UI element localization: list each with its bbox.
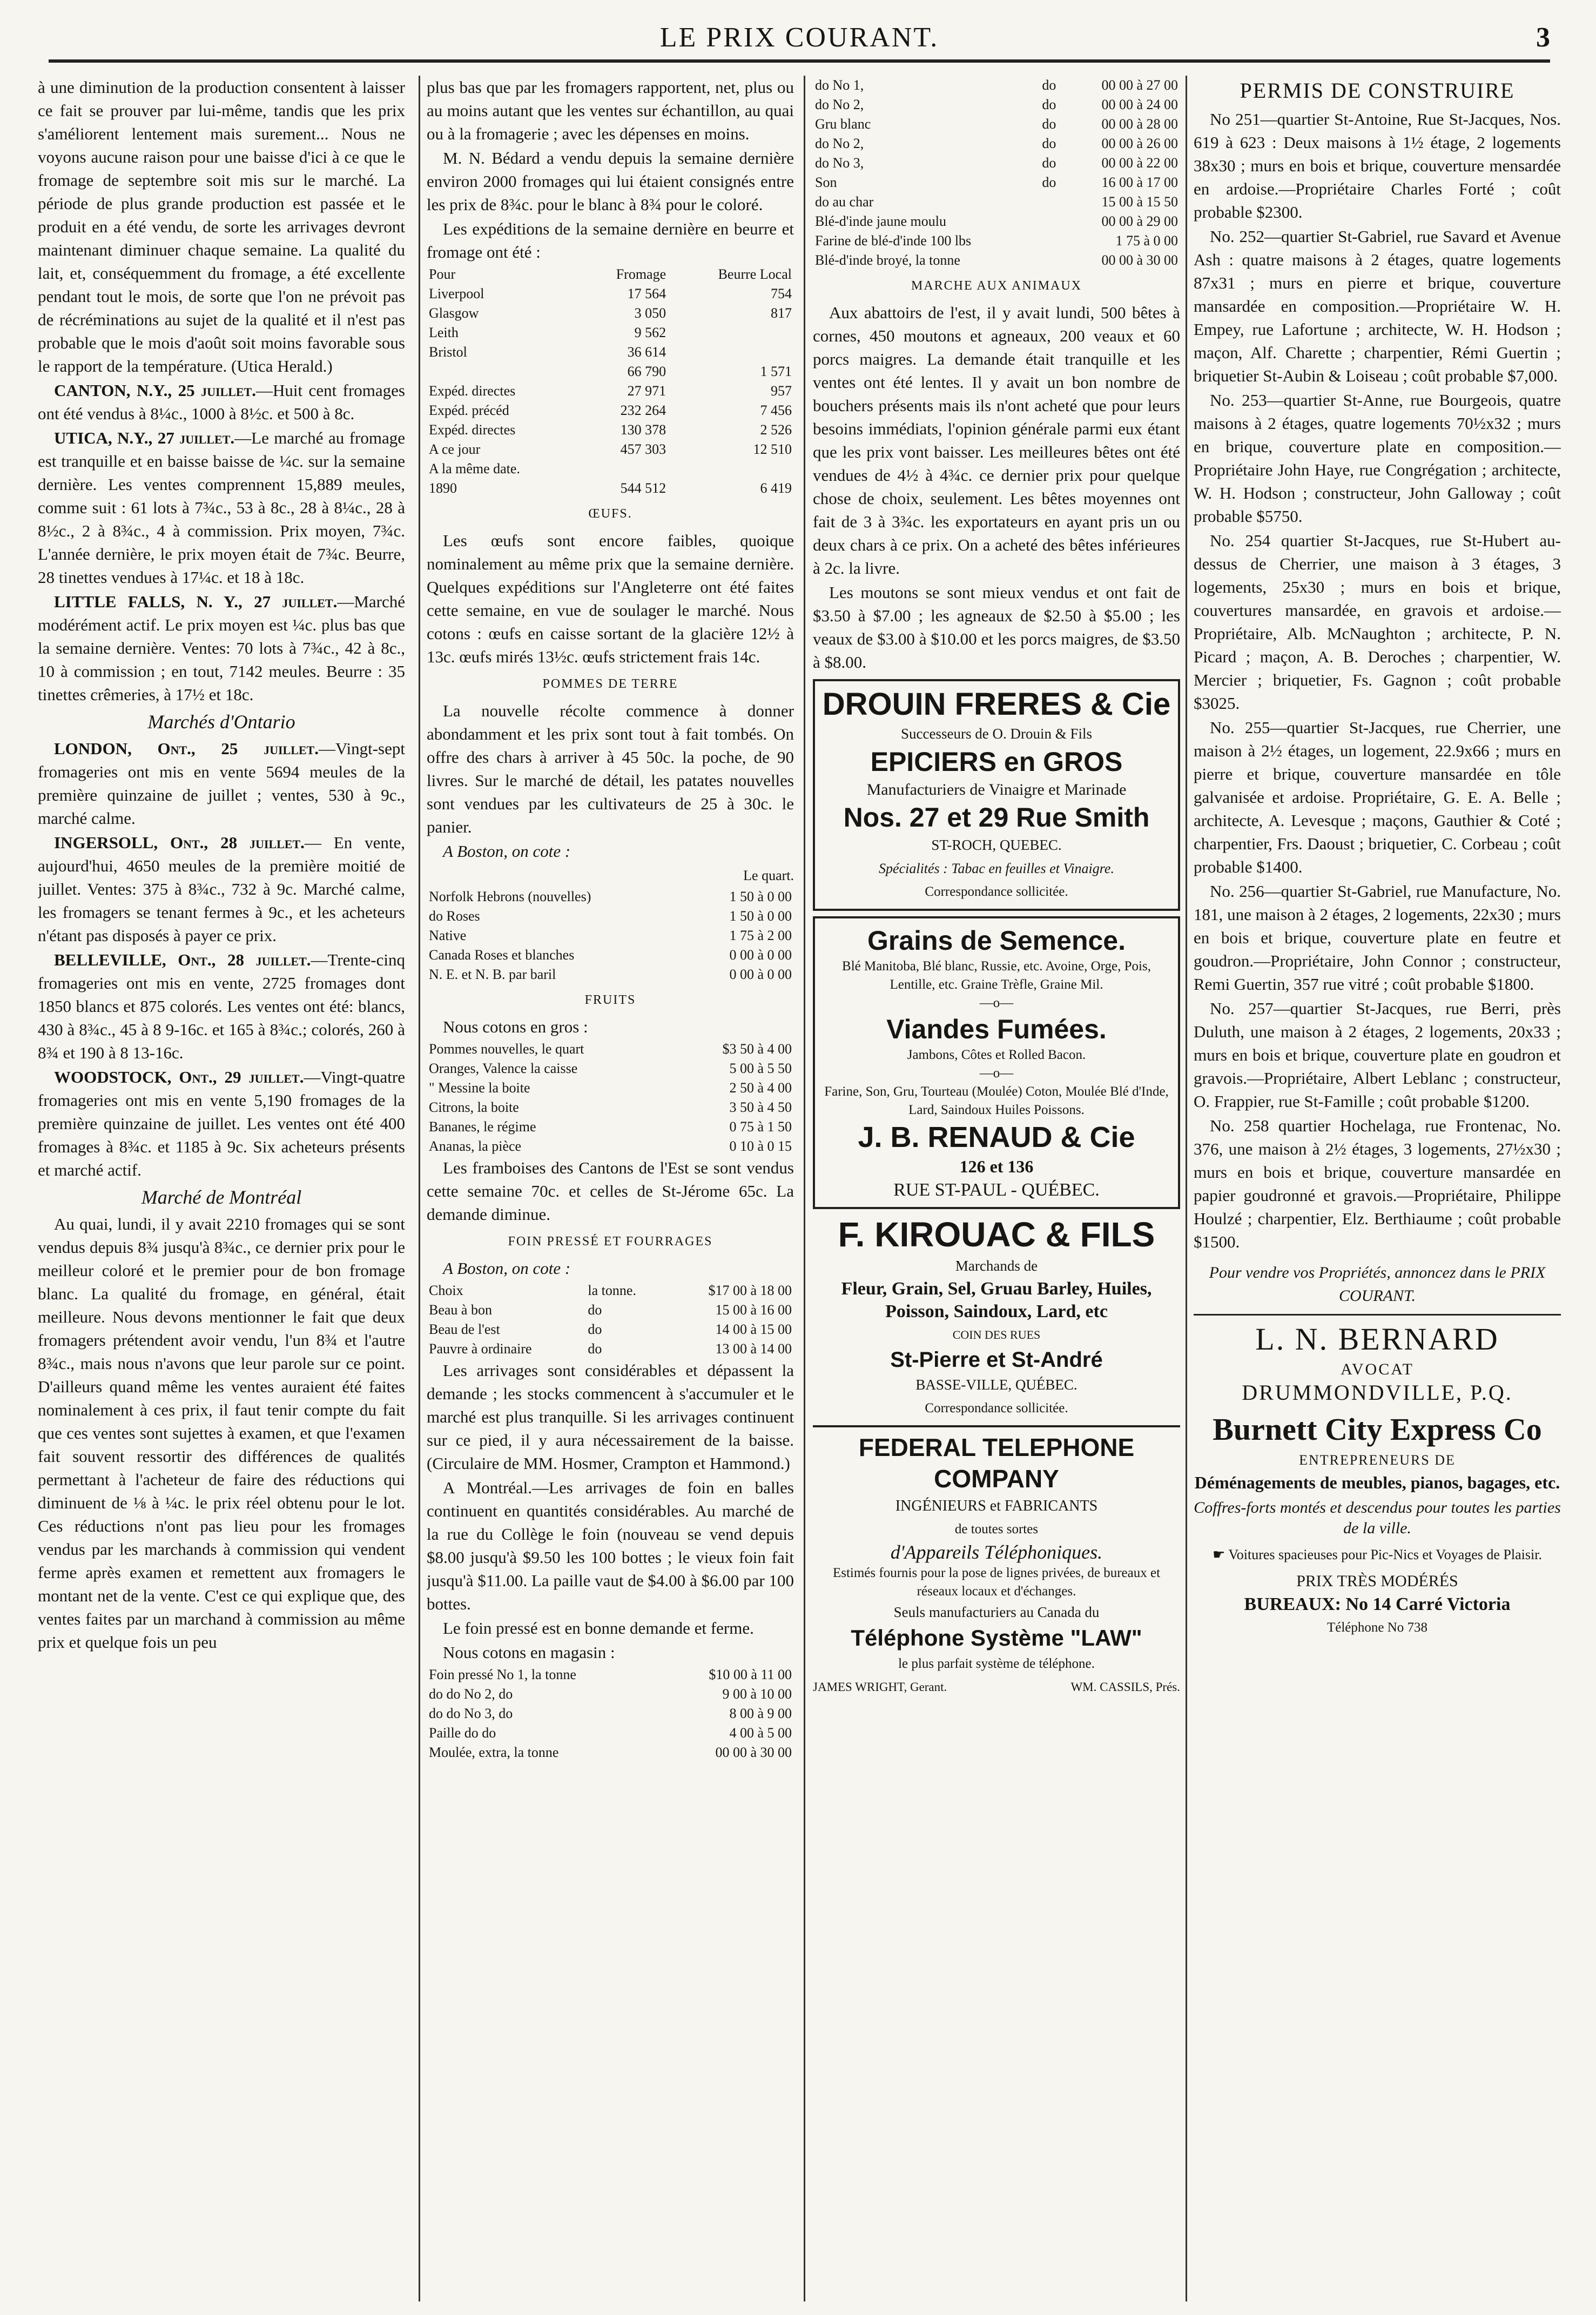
section-heading: POMMES DE TERRE xyxy=(542,677,678,691)
report-text: — En vente, aujourd'hui, 4650 meules de la première moitié de juillet. Ventes: 375 à 8¾c., 732 à 9c. Marché calme, les fromagers se tenant fermes à 9c., et les acheteurs n'étant pas disposés à payer ce prix. xyxy=(38,833,405,945)
table-row xyxy=(813,231,1180,251)
section-heading: Marchés d'Ontario xyxy=(147,711,295,733)
table-row xyxy=(427,323,794,343)
ad-text: Voitures spacieuses pour Pic-Nics et Voyages de Plaisir. xyxy=(1228,1547,1542,1562)
ad-city: ST-ROCH, QUEBEC. xyxy=(931,837,1062,853)
table-row xyxy=(427,381,794,401)
ad-name: Burnett City Express Co xyxy=(1213,1412,1542,1447)
table-row xyxy=(427,362,794,381)
permit-entry: No. 254 quartier St-Jacques, rue St-Hubert au-dessus de Cherrier, une maison à 3 étages, 3 logements, 25x30 ; murs en bois et brique, couvertures mansardée, en gravois et ardoise.—Propriétaire, Alb. McNaughton ; architecte, P. N. Picard ; maçon, A. B. Deroches ; charpentier, W. Mercier ; briquetier, Fs. Gagnon ; coût probable $3025. xyxy=(1194,531,1561,713)
table-cell: Glasgow xyxy=(429,305,479,321)
report-heading: LITTLE FALLS, N. Y., 27 juillet. xyxy=(54,592,338,611)
report-heading: WOODSTOCK, Ont., 29 juillet. xyxy=(54,1068,304,1086)
ad-name: J. B. RENAUD & Cie xyxy=(858,1121,1135,1153)
report-heading: INGERSOLL, Ont., 28 juillet. xyxy=(54,833,305,852)
report-heading: LONDON, Ont., 25 juillet. xyxy=(54,739,319,758)
ad-signature: JAMES WRIGHT, Gerant. xyxy=(813,1680,947,1694)
table-cell: Moulée, extra, la tonne xyxy=(429,1744,559,1760)
advertisement-federal-telephone xyxy=(813,1425,1180,1699)
column-3 xyxy=(813,76,1180,2301)
table-cell: Ananas, la pièce xyxy=(429,1138,522,1154)
ad-line: BUREAUX: No 14 Carré Victoria xyxy=(1244,1594,1511,1614)
table-cell: Liverpool xyxy=(429,286,484,301)
table-cell: 12 510 xyxy=(753,441,792,457)
table-cell: 5 00 à 5 50 xyxy=(729,1061,792,1076)
table-cell: Farine de blé-d'inde 100 lbs xyxy=(815,233,972,249)
quote-intro: Nous cotons en magasin : xyxy=(443,1643,615,1662)
table-cell: Beau à bon xyxy=(429,1302,492,1318)
ad-line: Téléphone No 738 xyxy=(1326,1620,1428,1635)
table-row xyxy=(427,304,794,323)
table-cell: 3 050 xyxy=(634,305,666,321)
quote-intro: Nous cotons en gros : xyxy=(443,1017,588,1036)
table-row xyxy=(427,926,794,945)
quote-intro: A Boston, on cote : xyxy=(443,1259,571,1278)
table-cell: 0 00 à 0 00 xyxy=(729,947,792,963)
table-row xyxy=(427,459,794,479)
table-cell: Norfolk Hebrons (nouvelles) xyxy=(429,889,591,904)
table-row xyxy=(427,1281,794,1300)
hay-price-table xyxy=(427,1281,794,1359)
ad-line: Manufacturiers de Vinaigre et Marinade xyxy=(866,781,1127,798)
table-cell: 1 75 à 2 00 xyxy=(729,928,792,943)
ad-line: Estimés fournis pour la pose de lignes privées, de bureaux et réseaux locaux et d'échanges. xyxy=(832,1566,1161,1599)
ad-line: Spécialités : Tabac en feuilles et Vinaigre. xyxy=(879,861,1114,876)
permit-entry: No. 258 quartier Hochelaga, rue Frontenac, No. 376, une maison à 2½ étages, 3 logements, 27½x30 ; murs en bois et brique, couverture mansardée en papier goudronné et gravois.—Propriétaire, Philippe Houlzé ; charpentier, Elz. Berthiaume ; coût probable $1500. xyxy=(1194,1116,1561,1251)
table-cell: 1 571 xyxy=(760,364,792,379)
table-row xyxy=(427,1039,794,1059)
column-header: Fromage xyxy=(616,266,666,282)
ad-line: Correspondance sollicitée. xyxy=(925,884,1068,899)
ad-line: Coffres-forts montés et descendus pour toutes les parties de la ville. xyxy=(1194,1499,1561,1537)
table-cell: 754 xyxy=(771,286,792,301)
paragraph: A Montréal.—Les arrivages de foin en balles continuent en quantités considérables. Au marché de la rue du Collège le foin (nouveau se vend depuis $8.00 jusqu'à $9.50 les 100 bottes ; le vieux foin fait jusqu'à $11.00. La paille vaut de $4.00 à $6.00 par 100 bottes. xyxy=(427,1478,794,1613)
table-cell: 14 00 à 15 00 xyxy=(715,1321,792,1337)
table-cell: Beau de l'est xyxy=(429,1321,500,1337)
newspaper-title: LE PRIX COURANT. xyxy=(659,22,939,53)
table-row xyxy=(427,1320,794,1339)
table-row xyxy=(427,945,794,965)
table-cell: 00 00 à 26 00 xyxy=(1101,136,1178,151)
table-cell: Canada Roses et blanches xyxy=(429,947,575,963)
table-row xyxy=(427,1059,794,1078)
paragraph: Les arrivages sont considérables et dépassent la demande ; les stocks commencent à s'accumuler et le marché est plus tranquille. Si les arrivages continuent sur ce pied, il y aura nécessairement de la baisse. (Circulaire de MM. Hosmer, Crampton et Hammond.) xyxy=(427,1361,794,1473)
ad-name: F. KIROUAC & FILS xyxy=(838,1215,1155,1254)
ad-line: BASSE-VILLE, QUÉBEC. xyxy=(915,1377,1078,1393)
ad-title: Viandes Fumées. xyxy=(886,1014,1107,1044)
paragraph: Aux abattoirs de l'est, il y avait lundi, 500 bêtes à cornes, 450 moutons et agneaux, 200 veaux et 60 porcs maigres. La demande était tranquille et les ventes ont été lentes. Il y avait un bon nombre de bouchers présents mais ils n'ont acheté que pour leurs besoins immédiats, l'opinion générale parmi eux étant que les prix vont baisser. Les meilleures bêtes ont été vendues de 4½ à 4¾c. ce dernier prix pour quelque chose de choix, seulement. Les bêtes moyennes ont fait de 3 à 3¾c. les exportateurs en ayant pris un ou deux chars à ce prix. On a acheté des bêtes inférieures à 2c. la livre. xyxy=(813,303,1180,578)
ad-line: Déménagements de meubles, pianos, bagages, etc. xyxy=(1194,1473,1560,1492)
table-row xyxy=(427,887,794,907)
table-cell: Expéd. directes xyxy=(429,383,516,399)
market-report xyxy=(38,831,405,947)
table-cell: Bristol xyxy=(429,344,467,360)
table-row xyxy=(427,284,794,304)
table-cell: do xyxy=(1042,116,1056,132)
table-row xyxy=(427,440,794,459)
table-cell: Expéd. directes xyxy=(429,422,516,438)
table-cell: do No 1, xyxy=(815,77,864,93)
ad-line: Correspondance sollicitée. xyxy=(925,1401,1068,1415)
grain-price-table xyxy=(813,76,1180,270)
table-row xyxy=(813,76,1180,95)
quote-intro: A Boston, on cote : xyxy=(443,842,571,861)
table-row xyxy=(813,115,1180,134)
table-cell: do xyxy=(1042,175,1056,190)
table-cell: Citrons, la boite xyxy=(429,1099,519,1115)
ad-signature: WM. CASSILS, Prés. xyxy=(1070,1680,1180,1694)
table-cell: Oranges, Valence la caisse xyxy=(429,1061,578,1076)
table-cell: 1 50 à 0 00 xyxy=(729,908,792,924)
table-row xyxy=(427,907,794,926)
table-cell: do xyxy=(1042,97,1056,112)
ad-line xyxy=(1194,1543,1561,1566)
permit-entry: No. 256—quartier St-Gabriel, rue Manufacture, No. 181, une maison à 2 étages, 2 logements, 22x30 ; murs en bois et brique, couverture plate en feutre et goudron.—Propriétaire, John Connor ; constructeur, Remi Guertin, 357 rue vitré ; coût probable $1800. xyxy=(1194,882,1561,994)
column-2 xyxy=(427,76,794,2301)
table-cell: Pauvre à ordinaire xyxy=(429,1341,532,1357)
column-1 xyxy=(38,76,405,2301)
table-row xyxy=(427,1137,794,1156)
table-cell: la tonne. xyxy=(588,1283,636,1298)
table-cell: do xyxy=(588,1302,602,1318)
table-cell: 27 971 xyxy=(627,383,666,399)
section-heading: FOIN PRESSÉ ET FOURRAGES xyxy=(508,1234,713,1249)
section-title: PERMIS DE CONSTRUIRE xyxy=(1240,78,1515,103)
ad-line: Fleur, Grain, Sel, Gruau Barley, Huiles, Poisson, Saindoux, Lard, etc xyxy=(841,1279,1152,1321)
table-row xyxy=(427,965,794,984)
advertisement-bernard xyxy=(1194,1314,1561,1404)
table-row xyxy=(427,479,794,498)
paragraph: Les œufs sont encore faibles, quoique nominalement au même prix que la semaine dernière. Quelques expéditions sur l'Angleterre ont été faites cette semaine, en vue de soulager le marché. Nous cotons : œufs en caisse sortant de la glacière 12½ à 13c. œufs mirés 13½c. œufs strictement frais 14c. xyxy=(427,531,794,666)
ad-line: PRIX TRÈS MODÉRÉS xyxy=(1296,1572,1458,1590)
table-cell xyxy=(427,362,581,381)
ad-line: DRUMMONDVILLE, P.Q. xyxy=(1242,1380,1513,1405)
table-cell: do xyxy=(588,1321,602,1337)
table-cell: do au char xyxy=(815,194,874,210)
table-cell: do xyxy=(1042,155,1056,171)
advertisement-burnett xyxy=(1194,1411,1561,1639)
table-cell xyxy=(1040,192,1066,212)
table-cell: 7 456 xyxy=(760,402,792,418)
ad-line: Seuls manufacturiers au Canada du xyxy=(893,1604,1100,1620)
table-cell: 00 00 à 22 00 xyxy=(1101,155,1178,171)
report-text: —Marché modérément actif. Le prix moyen est ¼c. plus bas que la semaine dernière. Ventes: 70 lots à 7¾c., 42 à 8c., 10 à commission ; en tout, 7142 meules. Beurre : 35 tinettes crêmeries, à 17½ et 18c. xyxy=(38,592,405,704)
table-row xyxy=(427,1078,794,1098)
ad-name: DROUIN FRERES & Cie xyxy=(822,687,1171,722)
table-cell: do No 3, xyxy=(815,155,864,171)
table-cell: 544 512 xyxy=(620,480,666,496)
column-header: Beurre Local xyxy=(718,266,792,282)
table-header xyxy=(427,265,794,284)
table-cell: 15 00 à 16 00 xyxy=(715,1302,792,1318)
ad-line: COIN DES RUES xyxy=(952,1328,1041,1341)
table-row xyxy=(427,1117,794,1137)
table-cell: do xyxy=(1042,77,1056,93)
table-row xyxy=(427,343,794,362)
table-cell: 232 264 xyxy=(620,402,666,418)
column-rule xyxy=(419,76,420,2301)
table-cell: Foin pressé No 1, la tonne xyxy=(429,1667,576,1682)
advertisement-renaud xyxy=(813,916,1180,1209)
ad-name: FEDERAL TELEPHONE COMPANY xyxy=(858,1433,1135,1493)
table-cell: Pommes nouvelles, le quart xyxy=(429,1041,584,1057)
table-row xyxy=(427,1339,794,1359)
table-cell: 9 562 xyxy=(634,325,666,340)
ad-line: Téléphone Système "LAW" xyxy=(851,1625,1142,1650)
table-row xyxy=(813,192,1180,212)
page-header xyxy=(49,22,1550,63)
table-row xyxy=(427,1685,794,1704)
table-cell xyxy=(668,459,794,479)
table-row xyxy=(813,212,1180,231)
paragraph: plus bas que par les fromagers rapportent, net, plus ou au moins autant que les ventes sur échantillon, au quai ou à la fromagerie ; avec les dépenses en moins. xyxy=(427,78,794,143)
store-price-table xyxy=(427,1665,794,1762)
ad-line: Successeurs de O. Drouin & Fils xyxy=(901,726,1092,742)
table-row xyxy=(427,1704,794,1723)
section-heading: MARCHE AUX ANIMAUX xyxy=(911,279,1082,293)
table-cell: 00 00 à 27 00 xyxy=(1101,77,1178,93)
table-row xyxy=(813,153,1180,173)
table-cell xyxy=(668,343,794,362)
permit-entry: No. 257—quartier St-Jacques, rue Berri, près Duluth, une maison à 2 étages, 2 logements, 20x33 ; murs en bois et brique, couverture plate en goudron et gravois.—Propriétaire, Albert Leblanc ; constructeur, O. Frappier, rue St-Famille ; coût probable $1200. xyxy=(1194,999,1561,1111)
ad-title: Grains de Semence. xyxy=(867,925,1126,956)
paragraph: Les moutons se sont mieux vendus et ont fait de $3.50 à $7.00 ; les agneaux de $2.50 à $5.00 ; les veaux de $3.00 à $10.00 et les porcs maigres, de $3.50 à $8.00. xyxy=(813,583,1180,672)
market-report xyxy=(38,1065,405,1182)
table-cell: Paille do do xyxy=(429,1725,496,1741)
ad-number: 126 et 136 xyxy=(959,1157,1034,1176)
table-cell: 0 10 à 0 15 xyxy=(729,1138,792,1154)
report-text: —Vingt-sept fromageries ont mis en vente 5694 meules de la première quinzaine de juillet ; ventes, 530 à 9c., marché calme. xyxy=(38,739,405,828)
report-text: —Vingt-quatre fromageries ont mis en vente 5,190 fromages de la première quinzaine de juillet. Les ventes ont été 400 fromages à 8¾c. et 1185 à 9c. Six acheteurs présents et marché actif. xyxy=(38,1068,405,1179)
table-cell: do No 2, xyxy=(815,97,864,112)
ad-line: Marchands de xyxy=(955,1258,1038,1274)
ad-name: L. N. BERNARD xyxy=(1255,1321,1499,1357)
ad-address: RUE ST-PAUL - QUÉBEC. xyxy=(893,1180,1100,1200)
table-row xyxy=(813,173,1180,192)
table-cell: 3 50 à 4 50 xyxy=(729,1099,792,1115)
permit-entry: No. 253—quartier St-Anne, rue Bourgeois, quatre maisons à 2 étages, quatre logements 70½x32 ; murs en brique, couverture plate en composition.—Propriétaire John Haye, rue Congrégation ; architecte, W. H. Hodson ; constructeur, John Galloway ; coût probable $5750. xyxy=(1194,391,1561,526)
paragraph: La nouvelle récolte commence à donner abondamment et les prix sont tout à fait tombés. On offre des chars à arriver à 45 50c. la poche, de 90 livres. Sur le marché de détail, les patates nouvelles sont vendues par les cultivateurs de 25 à 30c. le panier. xyxy=(427,701,794,836)
ad-line: AVOCAT xyxy=(1341,1360,1414,1378)
table-cell: 0 00 à 0 00 xyxy=(729,967,792,982)
paragraph: M. N. Bédard a vendu depuis la semaine dernière environ 2000 fromages qui lui étaient consignés entre les prix de 8¾c. pour le blanc à 8¾ pour le coloré. xyxy=(427,149,794,214)
ad-line: Blé Manitoba, Blé blanc, Russie, etc. Avoine, Orge, Pois, Lentille, etc. Graine Trèfle, Graine Mil. xyxy=(842,959,1151,992)
market-report xyxy=(38,948,405,1064)
table-cell: 2 526 xyxy=(760,422,792,438)
table-cell xyxy=(668,323,794,343)
table-cell: 00 00 à 24 00 xyxy=(1101,97,1178,112)
table-cell: 2 50 à 4 00 xyxy=(729,1080,792,1096)
ad-signatures xyxy=(813,1675,1180,1699)
ad-line: Jambons, Côtes et Rolled Bacon. xyxy=(907,1048,1086,1062)
section-heading: ŒUFS. xyxy=(588,507,632,521)
permit-entry: No. 255—quartier St-Jacques, rue Cherrier, une maison à 2½ étages, un logement, 22.9x66 ; murs en pierre et brique, couverture mansardée en tôle galvanisée et ardoise. Propriétaire, G. E. A. Belle ; architecte, A. Levesque ; maçons, Gauthier & Coté ; charpentier, Frs. Daoust ; briquetier, C. Corbeau ; coût probable $1400. xyxy=(1194,718,1561,876)
ad-line: d'Appareils Téléphoniques. xyxy=(890,1541,1103,1563)
table-cell: 13 00 à 14 00 xyxy=(715,1341,792,1357)
unit-label: Le quart. xyxy=(743,868,794,883)
report-heading: UTICA, N.Y., 27 juillet. xyxy=(54,428,235,447)
table-cell xyxy=(581,459,668,479)
advertisement-drouin xyxy=(813,679,1180,911)
permit-list xyxy=(1194,108,1561,1253)
table-row xyxy=(427,1723,794,1743)
table-cell: A ce jour xyxy=(429,441,481,457)
table-cell: 130 378 xyxy=(620,422,666,438)
report-heading: BELLEVILLE, Ont., 28 juillet. xyxy=(54,950,311,969)
page-number: 3 xyxy=(1536,22,1550,53)
table-cell: 957 xyxy=(771,383,792,399)
report-text: —Le marché au fromage est tranquille et en baisse baisse de ¼c. sur la semaine dernière. Les ventes comprennent 15,889 meules, comme suit : 61 lots à 7¾c., 53 à 8c., 28 à 8¼c., 28 à 8½c., 2 à 8¾c., 4 à commission. Prix moyen, 7¾c. L'année dernière, le prix moyen était de 7¾c. Beurre, 28 tinettes vendues à 17¼c. et 18 à 18c. xyxy=(38,428,405,587)
table-cell: $3 50 à 4 00 xyxy=(722,1041,792,1057)
table-row xyxy=(427,1300,794,1320)
advertisement-kirouac xyxy=(813,1214,1180,1420)
paragraph: à une diminution de la production consentent à laisser ce fait se prouver par lui-même, tandis que les prix s'améliorent lentement mais surement... Nous ne voyons aucune raison pour une baisse d'ici à ce que le fromage de septembre soit mis sur le marché. La période de plus grande production est passée et le produit en a été vendu, de sorte les arrivages devront maintenant diminuer chaque semaine. La qualité du lait, et, conséquemment du fromage, a été excellente pendant tout le mois, de sorte que l'on ne prévoit pas de récréminations au sujet de la qualité et il n'est pas probable que le mois d'août soit moins favorable sous le rapport de la température. (Utica Herald.) xyxy=(38,78,405,375)
table-cell: 17 564 xyxy=(627,286,666,301)
report-text: —Huit cent fromages ont été vendus à 8¼c., 1000 à 8½c. et 500 à 8c. xyxy=(38,381,405,423)
market-report xyxy=(38,737,405,830)
market-report xyxy=(38,379,405,425)
table-cell: 817 xyxy=(771,305,792,321)
column-header: Pour xyxy=(429,266,456,282)
table-cell: 00 00 à 30 00 xyxy=(715,1744,792,1760)
table-cell: 1 50 à 0 00 xyxy=(729,889,792,904)
paragraph: Au quai, lundi, il y avait 2210 fromages qui se sont vendus depuis 8¾ jusqu'à 8¾c., ce dernier prix pour le meilleur coloré et le premier pour de bon fromage blanc. La qualité du fromage, en général, était meilleure. Nous devons mentionner le fait que deux fromagers prétendent avoir vendu, l'un 8¾ et l'autre 8¾c., mais nous n'avons que leur parole sur ce point. D'ailleurs quand même les ventes auraient été faites nominalement à ces prix, il faut tenir compte du fait que ces ventes sont sujettes à examen, et que l'examen fait souvent ressortir des différences de qualités permettant à l'acheteur de faire des réductions qui diminuent de ⅛ à ¼c. le prix réel obtenu pour le lot. Ces réductions n'ont pas lieu pour les fromages vendus par les marchands à commission qui vendent ferme après examen et remettent aux fromagers le montant net de la vente. C'est ce qui explique que, des ventes faites par un marchand à commission au même prix et quelque fois un peu xyxy=(38,1214,405,1652)
table-cell: " Messine la boite xyxy=(429,1080,530,1096)
table-cell: $10 00 à 11 00 xyxy=(709,1667,792,1682)
table-cell: Gru blanc xyxy=(815,116,871,132)
table-cell: do do No 2, do xyxy=(429,1686,513,1702)
table-row xyxy=(427,420,794,440)
notice: Pour vendre vos Propriétés, annoncez dans le PRIX COURANT. xyxy=(1209,1264,1546,1305)
ad-line: EPICIERS en GROS xyxy=(870,747,1123,777)
table-cell: $17 00 à 18 00 xyxy=(708,1283,792,1298)
table-row xyxy=(813,95,1180,115)
table-cell: Leith xyxy=(429,325,459,340)
table-cell: 00 00 à 30 00 xyxy=(1101,252,1178,268)
table-cell xyxy=(1040,251,1066,270)
fruit-price-table xyxy=(427,1039,794,1156)
table-cell: Bananes, le régime xyxy=(429,1119,536,1135)
ad-line: le plus parfait système de téléphone. xyxy=(898,1656,1095,1671)
ad-line: Farine, Son, Gru, Tourteau (Moulée) Coton, Moulée Blé d'Inde, Lard, Saindoux Huiles Poissons. xyxy=(824,1084,1169,1117)
table-cell: Choix xyxy=(429,1283,463,1298)
table-cell: Son xyxy=(815,175,837,190)
table-row xyxy=(427,401,794,420)
table-row xyxy=(427,1743,794,1762)
table-cell: do xyxy=(1042,136,1056,151)
hand-pointer-icon: ☛ xyxy=(1213,1547,1225,1562)
table-cell: 457 303 xyxy=(620,441,666,457)
table-row xyxy=(427,1665,794,1685)
table-cell: 0 75 à 1 50 xyxy=(729,1119,792,1135)
table-cell xyxy=(1040,212,1066,231)
column-rule xyxy=(804,76,805,2301)
table-cell: 16 00 à 17 00 xyxy=(1101,175,1178,190)
table-cell: Expéd. précéd xyxy=(429,402,509,418)
column-rule xyxy=(1186,76,1187,2301)
ad-line: de toutes sortes xyxy=(954,1522,1039,1536)
paragraph: Le foin pressé est en bonne demande et ferme. xyxy=(443,1619,754,1638)
table-cell: do Roses xyxy=(429,908,480,924)
table-cell: 8 00 à 9 00 xyxy=(729,1706,792,1721)
table-cell: N. E. et N. B. par baril xyxy=(429,967,556,982)
permit-entry: No 251—quartier St-Antoine, Rue St-Jacques, Nos. 619 à 623 : Deux maisons à 1½ étage, 2 logements 38x30 ; murs en bois et brique, couverture mensardée en ardoise.—Propriétaire Charles Forté ; coût probable $2300. xyxy=(1194,110,1561,222)
report-text: —Trente-cinq fromageries ont mis en vente, 2725 fromages dont 1850 blancs et 875 colorés. Les ventes ont été: blancs, 430 à 8¾c., 45 à 8 9-16c. et 165 à 8¾c.; colorés, 260 à 8¾ et 190 à 8 13-16c. xyxy=(38,950,405,1062)
table-row xyxy=(813,134,1180,153)
ad-line: ENTREPRENEURS DE xyxy=(1299,1452,1456,1468)
table-cell: 4 00 à 5 00 xyxy=(729,1725,792,1741)
table-cell: Blé-d'inde broyé, la tonne xyxy=(815,252,960,268)
table-cell: Native xyxy=(429,928,467,943)
table-cell: 15 00 à 15 50 xyxy=(1101,194,1178,210)
table-cell xyxy=(1040,231,1066,251)
ad-address: Nos. 27 et 29 Rue Smith xyxy=(843,802,1150,833)
ad-line: St-Pierre et St-André xyxy=(890,1348,1103,1372)
table-cell: 66 790 xyxy=(627,364,666,379)
table-cell: 1 75 à 0 00 xyxy=(1115,233,1178,249)
paragraph: Les expéditions de la semaine dernière en beurre et fromage ont été : xyxy=(427,219,794,261)
table-row xyxy=(813,251,1180,270)
table-cell: 36 614 xyxy=(627,344,666,360)
column-4 xyxy=(1194,76,1561,2301)
permit-entry: No. 252—quartier St-Gabriel, rue Savard et Avenue Ash : quatre maisons à 2 étages, quatre logements 87x31 ; murs en pierre et brique, couverture mansardée en composition.—Propriétaire W. H. Empey, rue Lafortune ; architecte, W. H. Hodson ; maçon, Alf. Charette ; charpentier, Rémi Guertin ; briquetier St-Aubin & Loiseau ; coût probable $7,000. xyxy=(1194,227,1561,385)
table-cell: 00 00 à 28 00 xyxy=(1101,116,1178,132)
table-cell: do do No 3, do xyxy=(429,1706,513,1721)
table-cell: 00 00 à 29 00 xyxy=(1101,213,1178,229)
section-heading: Marché de Montréal xyxy=(141,1186,302,1208)
table-cell: 1890 xyxy=(429,480,457,496)
paragraph: Les framboises des Cantons de l'Est se sont vendus cette semaine 70c. et celles de St-Jérome 65c. La demande diminue. xyxy=(427,1158,794,1224)
ad-line: INGÉNIEURS et FABRICANTS xyxy=(895,1498,1098,1514)
ad-separator: —o— xyxy=(979,996,1014,1010)
table-cell: 9 00 à 10 00 xyxy=(722,1686,792,1702)
table-cell: 6 419 xyxy=(760,480,792,496)
table-cell: A la même date. xyxy=(429,461,520,477)
shipments-table xyxy=(427,265,794,498)
section-heading: FRUITS xyxy=(584,993,636,1007)
table-cell: do xyxy=(588,1341,602,1357)
shipments-body xyxy=(427,284,794,498)
table-cell: Blé-d'inde jaune moulu xyxy=(815,213,946,229)
potato-price-table xyxy=(427,887,794,984)
ad-separator: —o— xyxy=(979,1066,1014,1081)
table-row xyxy=(427,1098,794,1117)
market-report xyxy=(38,426,405,589)
table-cell: do No 2, xyxy=(815,136,864,151)
report-heading: CANTON, N.Y., 25 juillet. xyxy=(54,381,256,400)
market-report xyxy=(38,590,405,706)
